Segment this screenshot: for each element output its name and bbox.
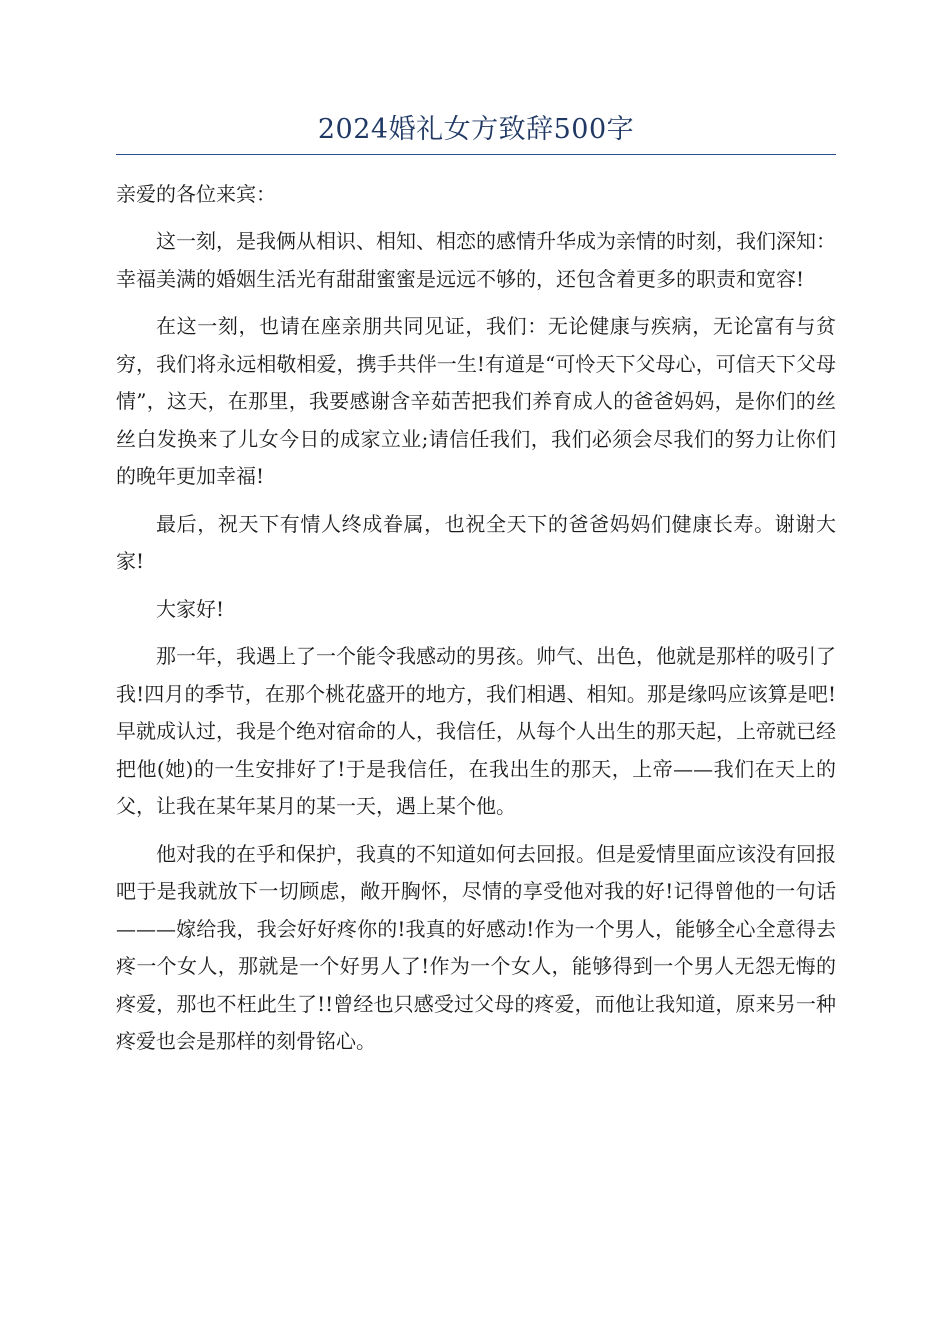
greeting: 亲爱的各位来宾：: [116, 182, 276, 206]
document-title: 2024婚礼女方致辞500字: [116, 110, 836, 155]
paragraph-5: 那一年，我遇上了一个能令我感动的男孩。帅气、出色，他就是那样的吸引了我!四月的季节，在那个桃花盛开的地方，我们相遇、相知。那是缘吗应该算是吧!早就成认过，我是个绝对宿命的人，我信任，从每个人出生的那天起，上帝就已经把他(她)的一生安排好了!于是我信任，在我出生的那天，上帝——我们在天上的父，让我在某年某月的某一天，遇上某个他。: [116, 644, 836, 818]
paragraph-1: 这一刻，是我俩从相识、相知、相恋的感情升华成为亲情的时刻，我们深知：幸福美满的婚姻生活光有甜甜蜜蜜是远远不够的，还包含着更多的职责和宽容!: [116, 229, 836, 291]
paragraph-2: 在这一刻，也请在座亲朋共同见证，我们：无论健康与疾病，无论富有与贫穷，我们将永远相敬相爱，携手共伴一生!有道是“可怜天下父母心，可信天下父母情”，这天，在那里，我要感谢含辛茹苦把我们养育成人的爸爸妈妈，是你们的丝丝白发换来了儿女今日的成家立业;请信任我们，我们必须会尽我们的努力让你们的晚年更加幸福!: [116, 314, 836, 488]
paragraph-4: 大家好!: [156, 596, 225, 621]
paragraph-3: 最后，祝天下有情人终成眷属，也祝全天下的爸爸妈妈们健康长寿。谢谢大家!: [116, 511, 836, 573]
paragraph-6: 他对我的在乎和保护，我真的不知道如何去回报。但是爱情里面应该没有回报吧于是我就放下一切顾虑，敞开胸怀，尽情的享受他对我的好!记得曾他的一句话———嫁给我，我会好好疼你的!我真的好感动!作为一个男人，能够全心全意得去疼一个女人，那就是一个好男人了!作为一个女人，能够得到一个男人无怨无悔的疼爱，那也不枉此生了!!曾经也只感受过父母的疼爱，而他让我知道，原来另一种疼爱也会是那样的刻骨铭心。: [116, 841, 836, 1053]
document-page: [116, 110, 836, 1061]
